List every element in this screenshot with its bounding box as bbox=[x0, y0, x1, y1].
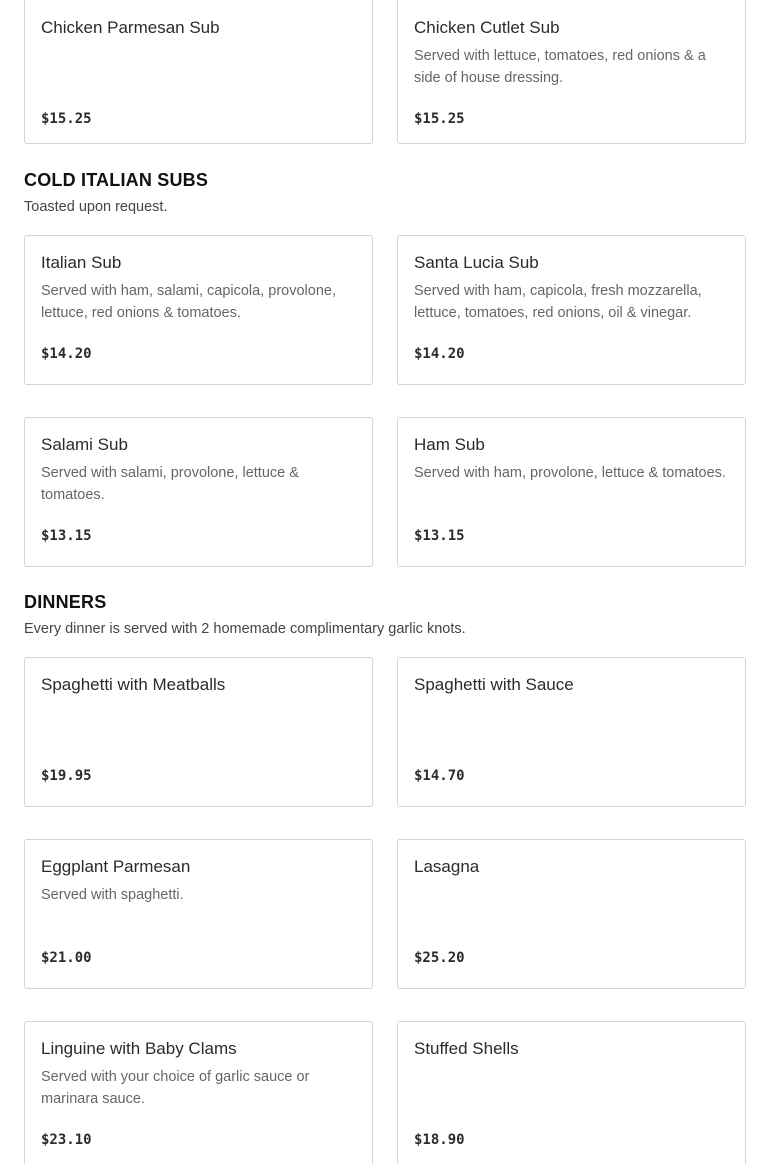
menu-item-card[interactable] bbox=[397, 0, 746, 144]
menu-item-card[interactable] bbox=[24, 417, 373, 567]
menu-item-name: Santa Lucia Sub bbox=[414, 253, 539, 272]
menu-item-card[interactable] bbox=[397, 1021, 746, 1164]
menu-item-price: $25.20 bbox=[414, 950, 465, 966]
menu-item-description: Served with salami, provolone, lettuce & tomatoes. bbox=[41, 465, 299, 503]
menu-item-price: $14.70 bbox=[414, 768, 465, 784]
menu-item-card[interactable] bbox=[24, 0, 373, 144]
menu-item-name: Salami Sub bbox=[41, 435, 128, 454]
menu-item-name: Spaghetti with Sauce bbox=[414, 675, 574, 694]
menu-item-price: $15.25 bbox=[41, 111, 92, 127]
section-description: Every dinner is served with 2 homemade complimentary garlic knots. bbox=[24, 621, 466, 637]
section-title-cold-italian-subs: COLD ITALIAN SUBS bbox=[24, 170, 209, 190]
menu-item-card[interactable] bbox=[24, 839, 373, 989]
menu-item-card[interactable] bbox=[24, 235, 373, 385]
menu-item-price: $14.20 bbox=[41, 346, 92, 362]
menu-item-name: Chicken Cutlet Sub bbox=[414, 18, 560, 37]
menu-item-name: Lasagna bbox=[414, 857, 480, 876]
menu-item-card[interactable] bbox=[397, 417, 746, 567]
menu-item-price: $23.10 bbox=[41, 1132, 92, 1148]
menu-item-description: Served with spaghetti. bbox=[41, 887, 184, 903]
menu-item-price: $21.00 bbox=[41, 950, 92, 966]
menu-item-price: $15.25 bbox=[414, 111, 465, 127]
menu-item-price: $18.90 bbox=[414, 1132, 465, 1148]
menu-item-description: Served with your choice of garlic sauce or marinara sauce. bbox=[41, 1069, 310, 1107]
menu-item-card[interactable] bbox=[24, 657, 373, 807]
menu-item-price: $14.20 bbox=[414, 346, 465, 362]
menu-item-name: Linguine with Baby Clams bbox=[41, 1039, 237, 1058]
menu-item-name: Spaghetti with Meatballs bbox=[41, 675, 226, 694]
menu-item-description: Served with ham, provolone, lettuce & tomatoes. bbox=[414, 465, 726, 481]
menu-item-price: $13.15 bbox=[414, 528, 465, 544]
menu-item-card[interactable] bbox=[397, 235, 746, 385]
section-title-dinners: DINNERS bbox=[24, 592, 107, 612]
section-description: Toasted upon request. bbox=[24, 199, 168, 215]
menu-item-name: Italian Sub bbox=[41, 253, 122, 272]
menu-item-price: $13.15 bbox=[41, 528, 92, 544]
menu-item-card[interactable] bbox=[24, 1021, 373, 1164]
menu-item-name: Ham Sub bbox=[414, 435, 485, 454]
menu-item-name: Stuffed Shells bbox=[414, 1039, 519, 1058]
menu-item-name: Eggplant Parmesan bbox=[41, 857, 191, 876]
menu-item-name: Chicken Parmesan Sub bbox=[41, 18, 220, 37]
menu-item-description: Served with lettuce, tomatoes, red onions & a side of house dressing. bbox=[414, 48, 706, 86]
menu-item-price: $19.95 bbox=[41, 768, 92, 784]
menu-item-card[interactable] bbox=[397, 839, 746, 989]
menu-item-description: Served with ham, capicola, fresh mozzarella, lettuce, tomatoes, red onions, oil & vinegar. bbox=[414, 283, 702, 321]
menu-item-card[interactable] bbox=[397, 657, 746, 807]
menu-item-description: Served with ham, salami, capicola, provolone, lettuce, red onions & tomatoes. bbox=[41, 283, 336, 321]
